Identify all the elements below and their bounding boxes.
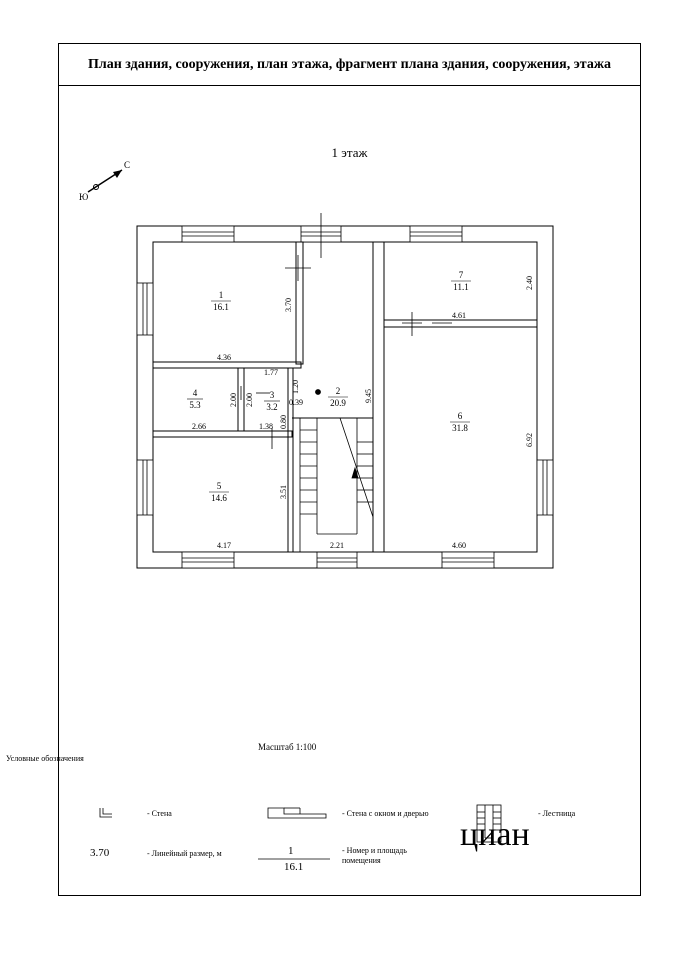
- room-6-area: 31.8: [452, 423, 468, 433]
- dim-stair-width: 2.21: [330, 541, 344, 550]
- legend-wall-window-door-icon: [268, 808, 326, 818]
- room-3-number: 3: [269, 390, 275, 400]
- legend-wall-label: - Стена: [147, 809, 172, 818]
- dim-r6-width: 4.60: [452, 541, 466, 550]
- dim-r6-height: 6.92: [525, 433, 534, 447]
- room-4-area: 5.3: [189, 400, 201, 410]
- compass-icon: [79, 160, 130, 202]
- dim-r2-b: 0.39: [289, 398, 303, 407]
- room-7-number: 7: [458, 270, 464, 280]
- dim-r2-a: 1.20: [291, 380, 300, 394]
- door-marks: [241, 255, 452, 449]
- legend-room-label: - Номер и площадь помещения: [342, 846, 407, 865]
- dim-r7-height: 2.40: [525, 276, 534, 290]
- legend-room-number: 1: [288, 845, 294, 857]
- scale-label: Масштаб 1:100: [258, 742, 317, 752]
- dim-r1-height: 3.70: [284, 298, 293, 312]
- legend-stairs-label: - Лестница: [538, 809, 576, 818]
- legend-title: Условные обозначения: [6, 754, 84, 763]
- watermark: циан: [460, 816, 530, 853]
- legend-room-area: 16.1: [284, 861, 304, 873]
- room-5-area: 14.6: [211, 493, 227, 503]
- dim-r2-height: 9.45: [364, 389, 373, 403]
- legend-wall-icon: [100, 808, 112, 817]
- room-5-number: 5: [216, 481, 222, 491]
- dim-r3-depth: 0.80: [279, 415, 288, 429]
- room-2-number: 2: [335, 386, 341, 396]
- room-3-area: 3.2: [266, 402, 278, 412]
- dim-r4-width: 2.66: [192, 422, 206, 431]
- legend-linear-size-value: 3.70: [90, 847, 110, 859]
- compass-south: Ю: [79, 192, 89, 202]
- room-1-area: 16.1: [213, 302, 229, 312]
- dim-r3-height: 2.00: [245, 393, 254, 407]
- dim-r5-width: 4.17: [217, 541, 231, 550]
- room-7-area: 11.1: [453, 282, 469, 292]
- dim-r4-height: 2.00: [229, 393, 238, 407]
- room-2-area: 20.9: [330, 398, 346, 408]
- dim-r1-width: 4.36: [217, 353, 231, 362]
- compass-north: С: [124, 160, 131, 170]
- staircase: [300, 390, 373, 553]
- legend-linear-size-label: - Линейный размер, м: [147, 849, 222, 858]
- floor-title: 1 этаж: [331, 145, 368, 160]
- dim-corridor-width: 1.77: [264, 368, 278, 377]
- room-4-number: 4: [192, 388, 198, 398]
- dim-r3-width: 1.38: [259, 422, 273, 431]
- room-6-number: 6: [457, 411, 463, 421]
- dim-r7-width: 4.61: [452, 311, 466, 320]
- dim-r5-height: 3.51: [279, 485, 288, 499]
- sheet-title: План здания, сооружения, план этажа, фрагмент плана здания, сооружения, этажа: [59, 44, 640, 86]
- room-1-number: 1: [218, 290, 224, 300]
- legend-wall-window-door-label: - Стена с окном и дверью: [342, 809, 429, 818]
